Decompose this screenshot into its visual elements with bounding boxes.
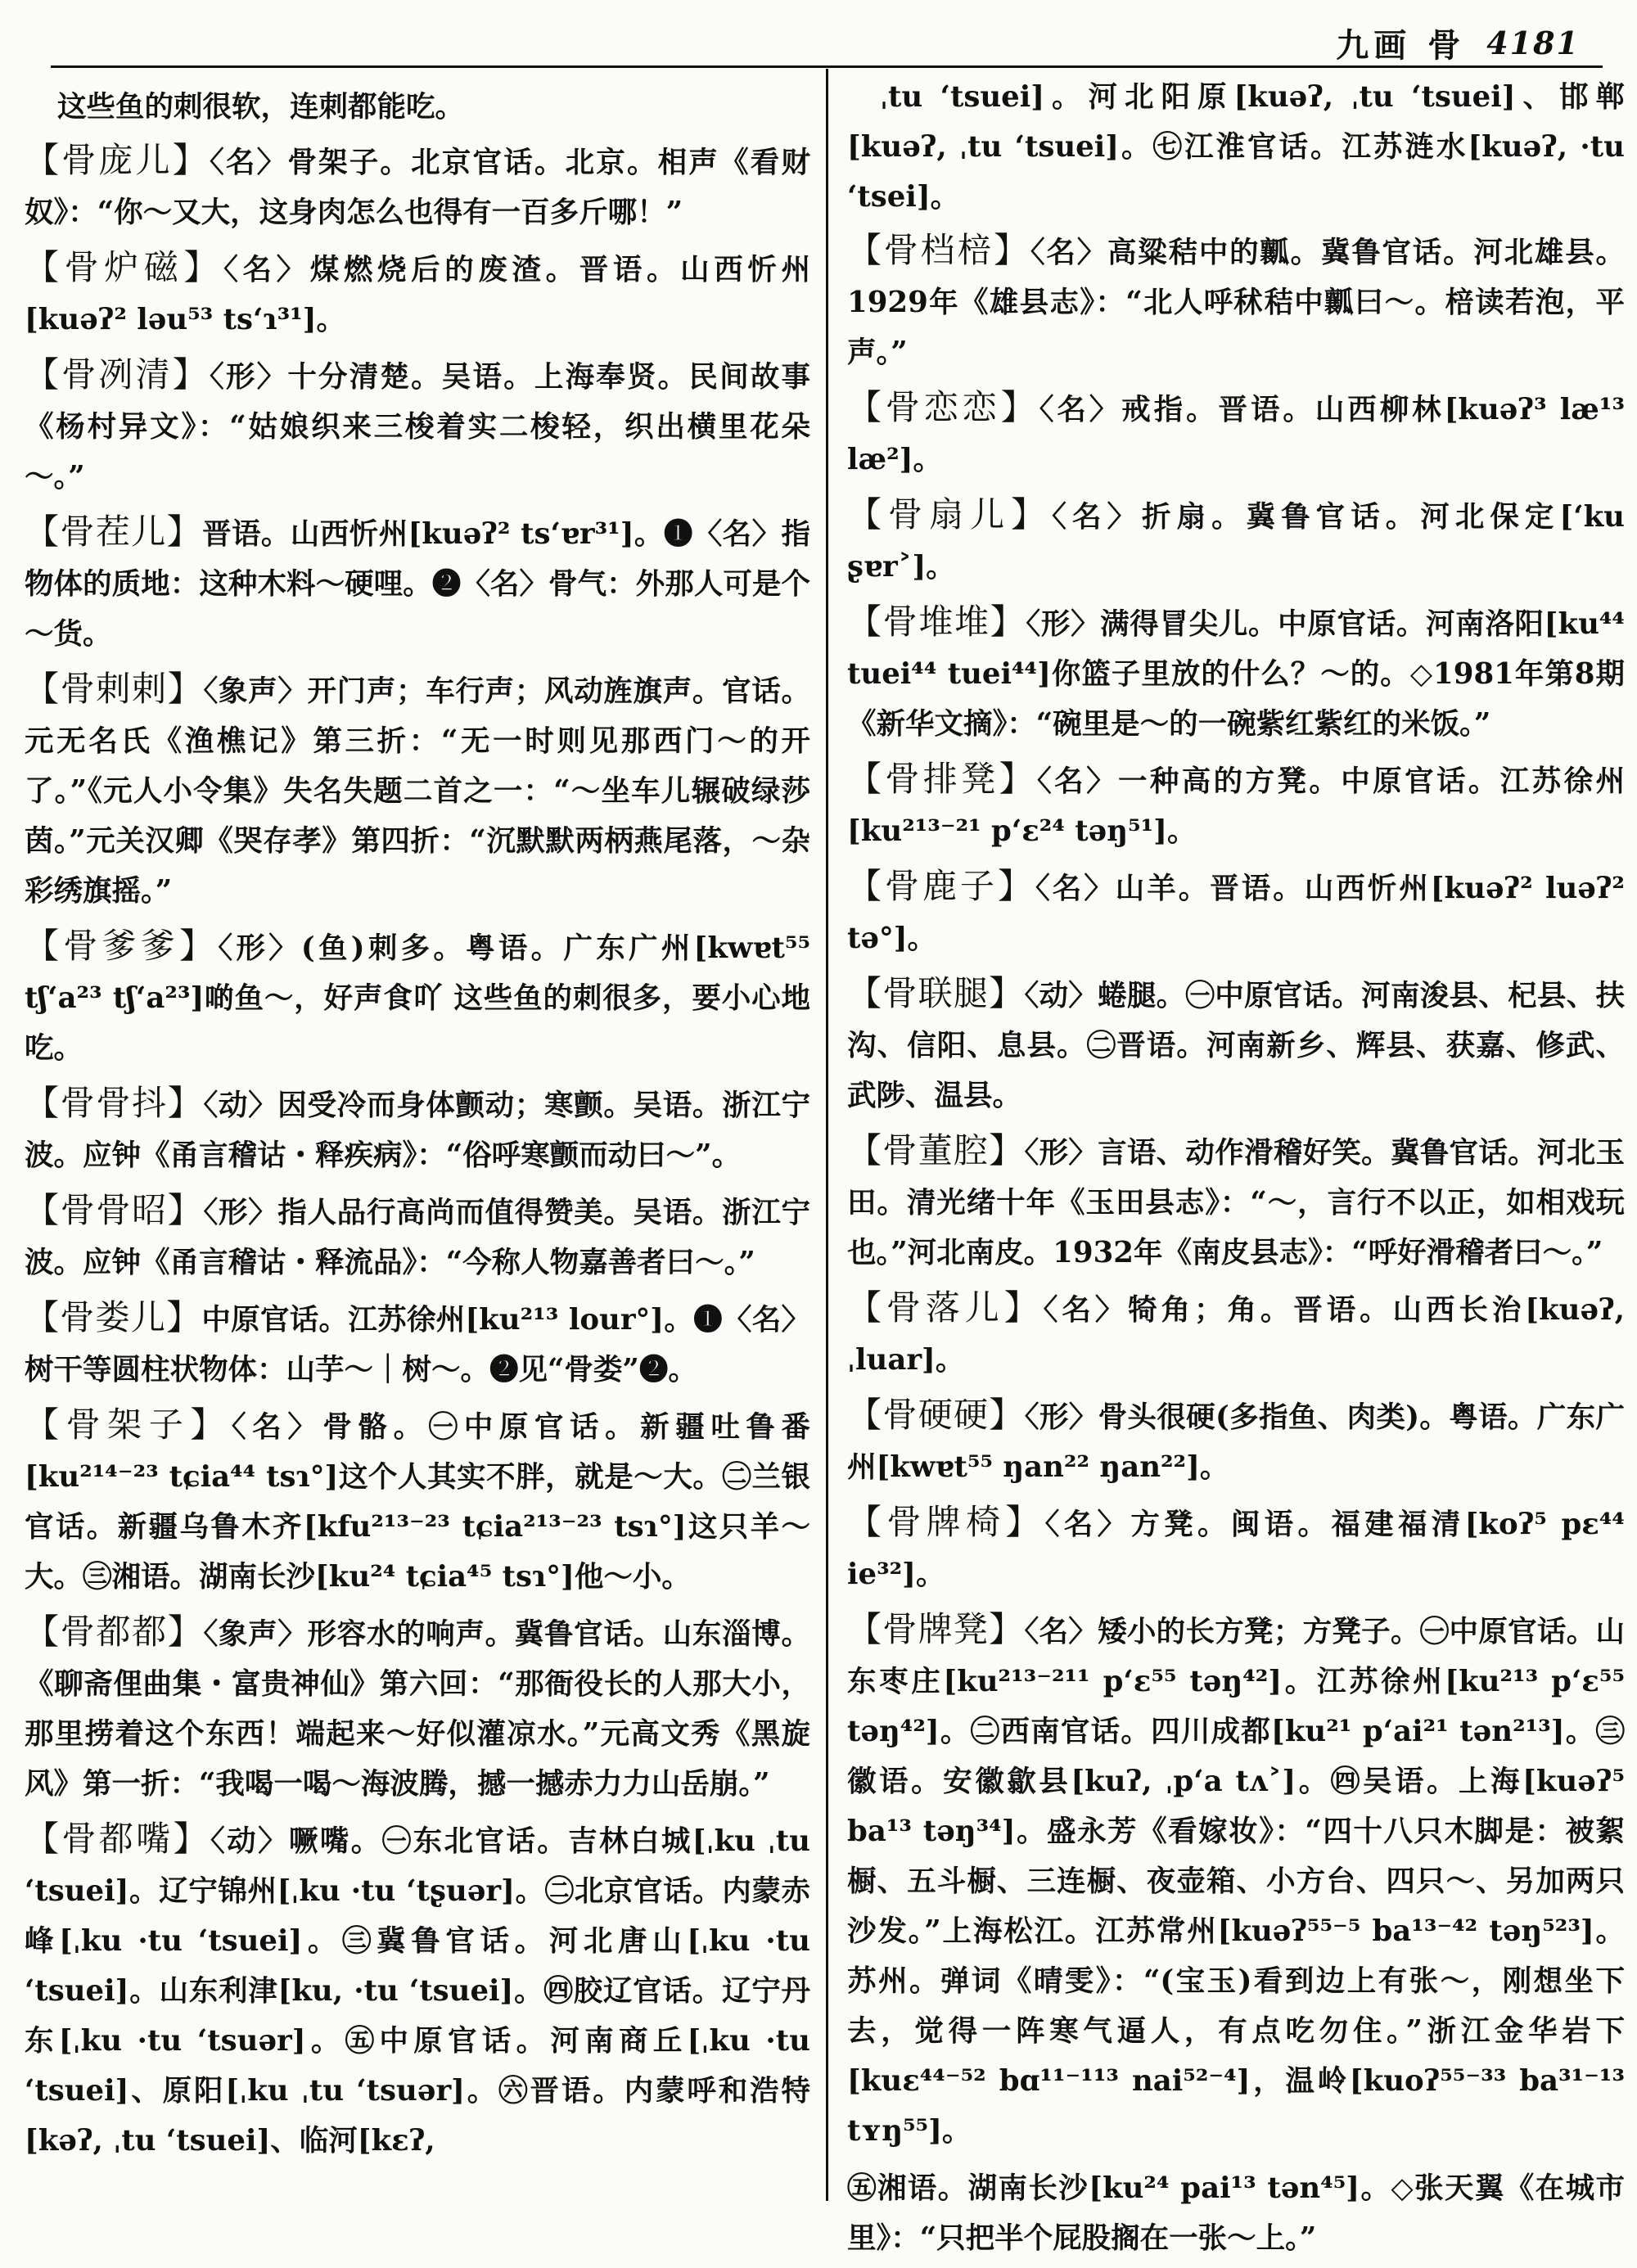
entry-headword: 【骨牌椅】: [847, 1502, 1045, 1542]
dictionary-entry: [847, 1125, 1625, 1278]
entry-headword: 【骨架子】: [25, 1405, 232, 1445]
entry-text: 〈名〉折扇。冀鲁官话。河北保定[ʻku ʂɐr˃]。: [847, 500, 1625, 584]
entry-headword: 【骨骨昭】: [25, 1190, 204, 1230]
entry-text: 〈形〉满得冒尖儿。中原官话。河南洛阳[ku⁴⁴ tuei⁴⁴ tuei⁴⁴]你篮子里放的什么？～的。◇1981年第8期《新华文摘》：“碗里是～的一碗紫红紫红的米饭。”: [847, 607, 1625, 741]
entry-headword: 【骨都都】: [25, 1612, 204, 1652]
entry-text: 〈名〉犄角；角。晋语。山西长治[kuəʔ, ˌluar]。: [847, 1293, 1625, 1377]
entry-headword: 【骨联腿】: [847, 973, 1025, 1013]
entry-headword: 【骨恋恋】: [847, 387, 1039, 427]
entry-headword: 【骨剌剌】: [25, 669, 204, 709]
entry-headword: 【骨都嘴】: [25, 1819, 211, 1859]
entry-text: 〈象声〉形容水的响声。冀鲁官话。山东淄博。《聊斋俚曲集・富贵神仙》第六回：“那衙役长的人那大小，那里捞着这个东西！端起来～好似灌凉水。”元高文秀《黑旋风》第一折：“我喝一喝～海波腾，撼一撼赤力力山岳崩。”: [25, 1617, 810, 1801]
entry-text: 〈形〉(鱼)刺多。粤语。广东广州[kwɐt⁵⁵ tʃʻa²³ tʃʻa²³]啲鱼～，好声食吖 这些鱼的刺很多，要小心地吃。: [25, 931, 810, 1065]
entry-headword: 【骨茬儿】: [25, 512, 203, 552]
page-number: 4181: [1486, 24, 1580, 61]
dictionary-entry: [25, 921, 810, 1073]
entry-text: 〈动〉噘嘴。㊀东北官话。吉林白城[ˌku ˌtu ʻtsuei]。辽宁锦州[ˌku ·tu ʻtʂuər]。㊁北京官话。内蒙赤峰[ˌku ·tu ʻtsuei]。㊂冀鲁官话。河北唐山[ˌku ·tu ʻtsuei]。山东利津[ku, ·tu ʻtsuei]。㊃胶辽官话。辽宁丹东[ˌku ·tu ʻtsuər]。㊄中原官话。河南商丘[ˌku ·tu ʻtsuei]、原阳[ˌku ˌtu ʻtsuər]。㊅晋语。内蒙呼和浩特[kəʔ, ˌtu ʻtsuei]、临河[kɛʔ,: [25, 1824, 810, 2158]
dictionary-entry: [847, 1497, 1625, 1599]
entry-headword: 【骨落儿】: [847, 1287, 1044, 1328]
entry-headword: 【骨董腔】: [847, 1130, 1025, 1170]
dictionary-entry: [847, 597, 1625, 749]
dictionary-entry: [847, 382, 1625, 485]
entry-text: 〈名〉山羊。晋语。山西忻州[kuəʔ² luəʔ² tə°]。: [847, 872, 1625, 955]
page-header: [1336, 18, 1580, 67]
entry-continuation: [847, 72, 1625, 222]
entry-headword: 【骨堆堆】: [847, 602, 1026, 642]
entry-text: 〈象声〉开门声；车行声；风动旌旗声。官话。元无名氏《渔樵记》第三折：“无一时则见那西门～的开了。”《元人小令集》失名失题二首之一：“～坐车儿辗破绿莎茵。”元关汉卿《哭存孝》第四折：“沉默默两柄燕尾落，～杂彩绣旗摇。”: [25, 674, 810, 908]
dictionary-entry: [847, 754, 1625, 856]
section-title: 九画 骨: [1336, 25, 1466, 65]
dictionary-entry: [847, 861, 1625, 963]
dictionary-entry: [25, 349, 810, 502]
dictionary-entry: [847, 2161, 1625, 2263]
dictionary-entry: [25, 1814, 810, 2166]
entry-text: 〈形〉言语、动作滑稽好笑。冀鲁官话。河北玉田。清光绪十年《玉田县志》：“～，言行不以正，如相戏玩也。”河北南皮。1932年《南皮县志》：“呼好滑稽者曰～。”: [847, 1136, 1625, 1269]
dictionary-entry: [25, 1185, 810, 1287]
dictionary-entry: [847, 489, 1625, 592]
entry-text: 〈名〉戒指。晋语。山西柳林[kuəʔ³ læ¹³ læ²]。: [847, 393, 1625, 476]
entry-text: 〈形〉指人品行高尚而值得赞美。吴语。浙江宁波。应钟《甬言稽诂・释流品》：“今称人物嘉善者曰～。”: [25, 1196, 810, 1279]
dictionary-entry: [847, 1604, 1625, 2156]
entry-text: 晋语。山西忻州[kuəʔ² tsʻɐr³¹]。❶〈名〉指物体的质地：这种木料～硬哩。❷〈名〉骨气：外那人可是个～货。: [25, 517, 810, 651]
entry-headword: 【骨娄儿】: [25, 1297, 202, 1337]
entry-text: 〈名〉骨架子。北京官话。北京。相声《看财奴》：“你～又大，这身肉怎么也得有一百多斤哪！”: [25, 146, 810, 229]
left-column: [25, 82, 810, 2171]
dictionary-entry: [847, 225, 1625, 377]
entry-headword: 【骨炉磁】: [25, 247, 224, 287]
entry-headword: 【骨扇儿】: [847, 494, 1053, 534]
entry-headword: 【骨排凳】: [847, 759, 1038, 799]
entry-headword: 【骨档棓】: [847, 230, 1030, 270]
dictionary-entry: [25, 1292, 810, 1395]
entry-headword: 【骨牌凳】: [847, 1609, 1025, 1649]
entry-text: 〈动〉蜷腿。㊀中原官话。河南浚县、杞县、扶沟、信阳、息县。㊁晋语。河南新乡、辉县、获嘉、修武、武陟、温县。: [847, 979, 1625, 1112]
entry-headword: 【骨冽清】: [25, 354, 210, 395]
entry-headword: 【骨鹿子】: [847, 866, 1035, 906]
right-column: [847, 72, 1625, 2268]
dictionary-entry: [25, 664, 810, 916]
entry-text: ˌtu ʻtsuei]。河北阳原[kuəʔ, ˌtu ʻtsuei]、邯郸[kuəʔ, ˌtu ʻtsuei]。㊆江淮官话。江苏涟水[kuəʔ, ·tu ʻtsei]。: [847, 80, 1625, 214]
entry-text: 〈形〉骨头很硬(多指鱼、肉类)。粤语。广东广州[kwɐt⁵⁵ ŋan²² ŋan²²]。: [847, 1400, 1625, 1484]
dictionary-entry: [847, 968, 1625, 1120]
entry-text: 〈名〉方凳。闽语。福建福清[koʔ⁵ pɛ⁴⁴ ie³²]。: [847, 1508, 1625, 1591]
entry-text: 〈名〉矮小的长方凳；方凳子。㊀中原官话。山东枣庄[ku²¹³⁻²¹¹ pʻɛ⁵⁵ təŋ⁴²]。江苏徐州[ku²¹³ pʻɛ⁵⁵ təŋ⁴²]。㊁西南官话。四川成都[ku²¹ pʻai²¹ tən²¹³]。㊂徽语。安徽歙县[kuʔ, ˌpʻa tʌ˃]。㊃吴语。上海[kuəʔ⁵ ba¹³ təŋ³⁴]。盛永芳《看嫁妆》：“四十八只木脚是：被絮橱、五斗橱、三连橱、夜壶箱、小方台、四只～、另加两只沙发。”上海松江。江苏常州[kuəʔ⁵⁵⁻⁵ ba¹³⁻⁴² təŋ⁵²³]。苏州。弹词《晴雯》：“(宝玉)看到边上有张～，刚想坐下去，觉得一阵寒气逼人，有点吃勿住。”浙江金华岩下[kuɛ⁴⁴⁻⁵² bɑ¹¹⁻¹¹³ nai⁵²⁻⁴]，温岭[kuoʔ⁵⁵⁻³³ ba³¹⁻¹³ tʏŋ⁵⁵]。: [847, 1615, 1625, 2148]
entry-text: 〈名〉一种高的方凳。中原官话。江苏徐州[ku²¹³⁻²¹ pʻɛ²⁴ təŋ⁵¹]。: [847, 764, 1625, 848]
entry-text: 〈动〉因受冷而身体颤动；寒颤。吴语。浙江宁波。应钟《甬言稽诂・释疾病》：“俗呼寒颤而动曰～”。: [25, 1089, 810, 1172]
dictionary-entry: [25, 1607, 810, 1809]
entry-text: ㊄湘语。湖南长沙[ku²⁴ pai¹³ tən⁴⁵]。◇张天翼《在城市里》：“只把半个屁股搁在一张～上。”: [847, 2171, 1625, 2255]
header-rule: [51, 65, 1603, 68]
entry-headword: 【骨硬硬】: [847, 1395, 1025, 1435]
dictionary-entry: [25, 242, 810, 345]
entry-text: 〈形〉十分清楚。吴语。上海奉贤。民间故事《杨村异文》：“姑娘织来三梭着实二梭轻，织出横里花朵～。”: [25, 360, 810, 494]
dictionary-entry: [25, 1078, 810, 1180]
dictionary-entry: [847, 1283, 1625, 1385]
dictionary-entry: [25, 1400, 810, 1602]
entry-text: 〈名〉煤燃烧后的废渣。晋语。山西忻州[kuəʔ² ləu⁵³ tsʻɿ³¹]。: [25, 253, 810, 336]
dictionary-entry: [25, 135, 810, 237]
entry-continuation: [25, 82, 810, 132]
entry-text: 〈名〉骨骼。㊀中原官话。新疆吐鲁番[ku²¹⁴⁻²³ tɕia⁴⁴ tsɿ°]这个人其实不胖，就是～大。㊁兰银官话。新疆乌鲁木齐[kfu²¹³⁻²³ tɕia²¹³⁻²³ tsɿ°]这只羊～大。㊂湘语。湖南长沙[ku²⁴ tɕia⁴⁵ tsɿ°]他～小。: [25, 1410, 810, 1594]
entry-text: 这些鱼的刺很软，连刺都能吃。: [57, 90, 465, 124]
entry-text: 中原官话。江苏徐州[ku²¹³ lour°]。❶〈名〉树干等圆柱状物体：山芋～｜树～。❷见“骨娄”❷。: [25, 1303, 810, 1387]
column-divider: [826, 69, 828, 2201]
entry-headword: 【骨庞儿】: [25, 140, 210, 180]
entry-headword: 【骨爹爹】: [25, 926, 219, 966]
entry-headword: 【骨骨抖】: [25, 1083, 204, 1123]
entry-text: 〈名〉高粱秸中的瓤。冀鲁官话。河北雄县。1929年《雄县志》：“北人呼秫秸中瓤曰～。棓读若泡，平声。”: [847, 236, 1625, 369]
dictionary-entry: [847, 1390, 1625, 1492]
dictionary-entry: [25, 507, 810, 659]
